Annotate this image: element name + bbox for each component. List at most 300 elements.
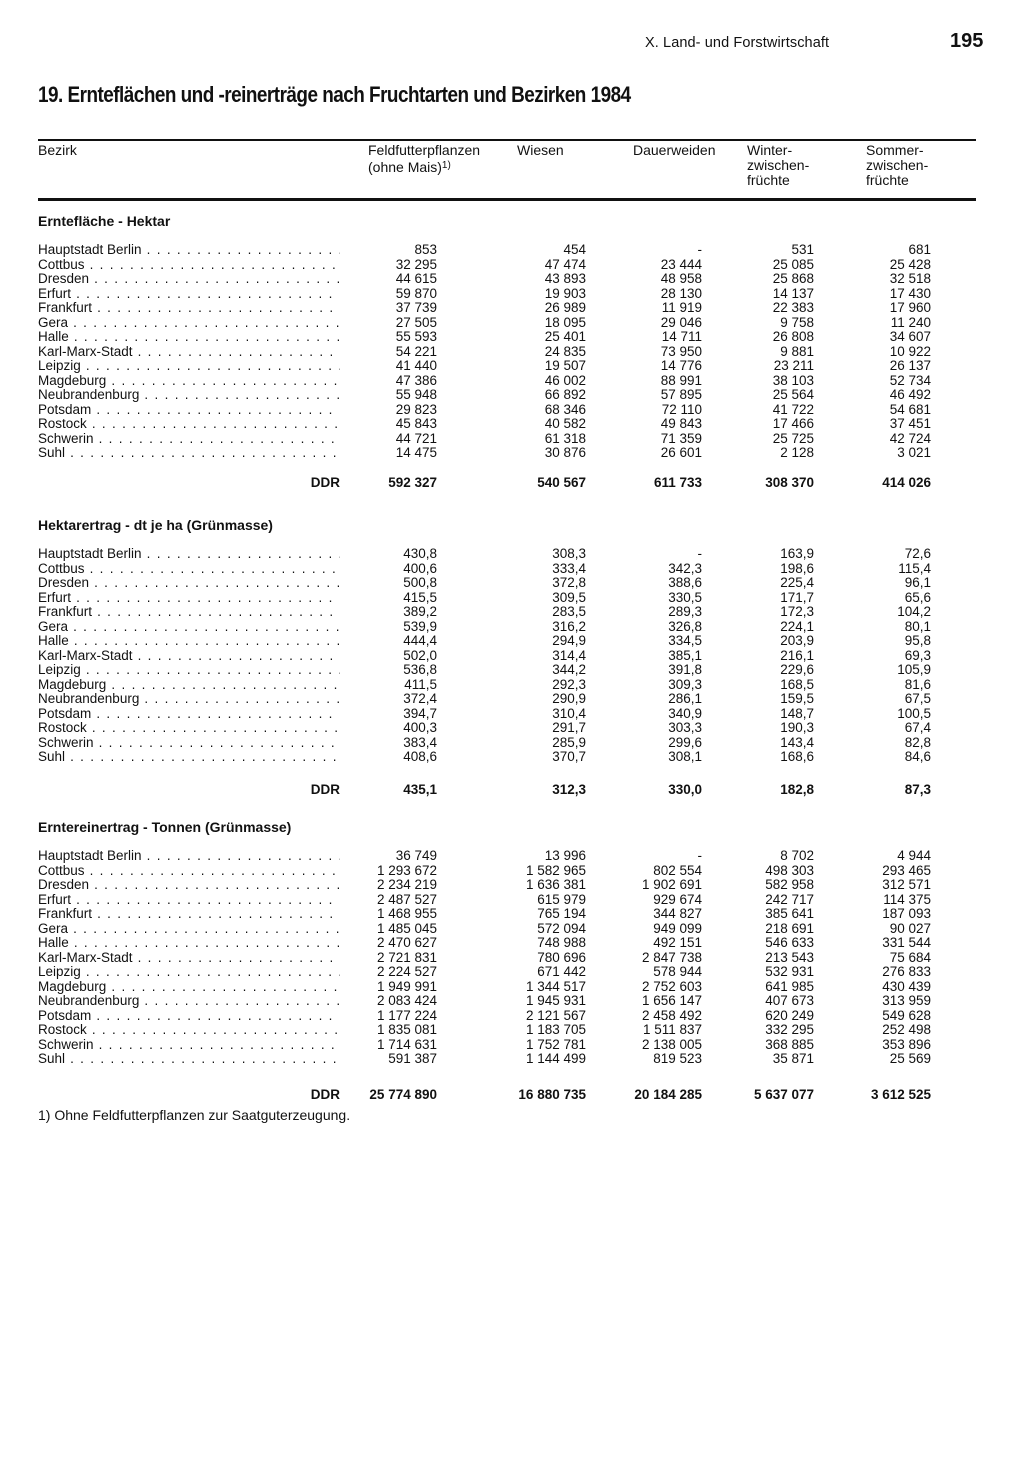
table-cell: 853 [414,242,437,257]
table-cell: 391,8 [668,662,702,677]
table-row [0,936,1024,951]
table-cell: 308,1 [668,749,702,764]
table-cell: 546 633 [765,935,814,950]
bezirk-name: Magdeburg . . . [38,374,340,389]
table-cell: 67,5 [904,691,931,706]
table-cell: 500,8 [403,575,437,590]
bezirk-name: Potsdam . . . [38,1009,340,1024]
table-row [0,692,1024,707]
table-cell: 27 505 [395,314,437,330]
table-cell: 1 636 381 [525,877,586,892]
total-label: DDR [310,475,340,490]
table-cell: 283,5 [552,604,586,619]
table-cell: 216,1 [780,647,814,663]
table-row [0,1038,1024,1053]
table-cell: 14 711 [661,329,702,344]
total-cell: 435,1 [403,782,437,797]
table-cell: 2 847 738 [641,949,702,965]
table-row [0,951,1024,966]
table-cell: 25 085 [772,256,814,272]
table-row [0,736,1024,751]
table-cell: 407 673 [765,993,814,1008]
table-cell: 34 607 [889,329,931,344]
table-cell: 72,6 [904,546,931,561]
table-cell: 148,7 [780,705,814,721]
table-cell: 59 870 [395,285,437,301]
table-cell: 2 224 527 [376,964,437,979]
section-rows [0,849,1024,1067]
table-cell: 190,3 [780,720,814,735]
table-cell: 159,5 [780,691,814,706]
section-rows [0,547,1024,765]
table-cell: 115,4 [898,560,931,576]
table-row [0,634,1024,649]
table-cell: 331 544 [882,935,931,950]
table-cell: 400,3 [403,720,437,735]
bezirk-name: Magdeburg . . . [38,678,340,693]
table-cell: 340,9 [668,705,702,721]
bezirk-name: Potsdam . . . [38,403,340,418]
total-cell: 16 880 735 [518,1087,586,1102]
table-cell: 286,1 [668,691,702,706]
table-cell: 65,6 [904,589,931,605]
table-row [0,864,1024,879]
table-row [0,750,1024,765]
table-cell: 26 989 [544,300,586,315]
table-cell: 17 430 [889,285,931,301]
table-cell: 549 628 [882,1007,931,1023]
table-cell: 293 465 [882,862,931,878]
table-cell: 71 359 [660,430,702,446]
table-cell: 172,3 [780,604,814,619]
total-row [0,1087,1024,1103]
total-label: DDR [310,1087,340,1102]
table-cell: 187 093 [882,906,931,921]
table-cell: 949 099 [653,920,702,936]
table-cell: 25 401 [544,329,586,344]
table-cell: 330,5 [668,589,702,605]
table-cell: 61 318 [544,430,586,446]
table-cell: 385,1 [668,647,702,663]
table-cell: 40 582 [544,416,586,431]
table-cell: - [697,242,702,257]
section-title: Erntereinertrag - Tonnen (Grünmasse) [38,819,292,835]
table-row [0,330,1024,345]
table-cell: 26 808 [772,329,814,344]
table-cell: 385 641 [765,906,814,921]
table-cell: 32 295 [395,256,437,272]
table-cell: 47 386 [395,372,437,388]
table-row [0,562,1024,577]
table-cell: 2 487 527 [376,891,437,907]
table-row [0,272,1024,287]
table-cell: 32 518 [889,271,931,286]
table-cell: 309,5 [552,589,586,605]
bezirk-name: Suhl . . . [38,750,340,765]
table-cell: 23 444 [660,256,702,272]
table-cell: 415,5 [403,589,437,605]
table-row [0,893,1024,908]
bezirk-name: Cottbus . . . [38,258,340,273]
table-cell: 168,5 [780,676,814,692]
table-row [0,287,1024,302]
table-cell: 285,9 [552,734,586,750]
section-title: Erntefläche - Hektar [38,213,171,229]
total-cell: 3 612 525 [870,1087,931,1102]
table-cell: 54 221 [395,343,437,359]
table-cell: 308,3 [552,546,586,561]
table-cell: 276 833 [882,964,931,979]
table-cell: 578 944 [653,964,702,979]
table-cell: 2 470 627 [376,935,437,950]
bezirk-name: Suhl . . . [38,446,340,461]
table-cell: 35 871 [772,1051,814,1066]
table-cell: 168,6 [780,749,814,764]
bezirk-name: Gera . . . [38,316,340,331]
bezirk-name: Suhl . . . [38,1052,340,1067]
table-cell: 37 739 [395,300,437,315]
table-cell: 289,3 [668,604,702,619]
table-row [0,649,1024,664]
table-cell: 368 885 [765,1036,814,1052]
table-cell: 294,9 [552,633,586,648]
table-cell: 681 [908,242,931,257]
total-label: DDR [310,782,340,797]
table-cell: 2 121 567 [525,1007,586,1023]
page-number: 195 [950,30,984,52]
table-cell: 314,4 [552,647,586,663]
table-cell: 90 027 [889,920,931,936]
table-cell: 55 948 [395,387,437,402]
table-cell: 1 949 991 [376,978,437,994]
table-cell: 67,4 [904,720,931,735]
total-cell: 182,8 [780,782,814,797]
table-header-rule [38,198,976,201]
table-cell: 43 893 [544,271,586,286]
table-cell: 591 387 [388,1051,437,1066]
table-row [0,446,1024,461]
table-cell: 44 721 [395,430,437,446]
total-cell: 592 327 [388,475,437,490]
table-cell: 492 151 [653,935,702,950]
table-cell: 370,7 [552,749,586,764]
table-cell: 400,6 [403,560,437,576]
table-cell: 1 144 499 [525,1051,586,1066]
table-cell: 218 691 [765,920,814,936]
bezirk-name: Neubrandenburg . . . [38,388,340,403]
table-cell: 344,2 [552,662,586,677]
table-cell: 748 988 [537,935,586,950]
table-cell: 388,6 [668,575,702,590]
table-cell: 502,0 [403,647,437,663]
table-cell: 454 [563,242,586,257]
table-row [0,994,1024,1009]
table-cell: 26 137 [889,358,931,373]
table-cell: 819 523 [653,1051,702,1066]
table-cell: 572 094 [537,920,586,936]
table-row [0,576,1024,591]
table-row [0,965,1024,980]
table-row [0,1052,1024,1067]
total-row [0,475,1024,491]
table-cell: 641 985 [765,978,814,994]
bezirk-name: Halle . . . [38,936,340,951]
table-cell: 14 475 [395,445,437,460]
table-cell: 1 468 955 [376,906,437,921]
footnote: 1) Ohne Feldfutterpflanzen zur Saatguterzeugung. [38,1107,351,1123]
table-cell: 353 896 [882,1036,931,1052]
table-row [0,417,1024,432]
table-cell: 143,4 [780,734,814,750]
table-cell: 41 440 [395,358,437,373]
table-cell: 28 130 [660,285,702,301]
table-cell: 203,9 [780,633,814,648]
table-cell: 372,8 [552,575,586,590]
table-cell: 55 593 [395,329,437,344]
table-cell: 310,4 [552,705,586,721]
table-row [0,878,1024,893]
table-cell: 17 960 [889,300,931,315]
table-cell: 303,3 [668,720,702,735]
table-cell: 1 902 691 [641,877,702,892]
table-cell: 291,7 [552,720,586,735]
table-cell: 344 827 [653,906,702,921]
bezirk-name: Rostock . . . [38,417,340,432]
table-row [0,316,1024,331]
table-row [0,620,1024,635]
table-cell: 299,6 [668,734,702,750]
bezirk-name: Dresden . . . [38,272,340,287]
table-cell: 29 046 [660,314,702,330]
table-cell: 780 696 [537,949,586,965]
table-cell: 9 758 [780,314,814,330]
table-cell: 1 177 224 [376,1007,437,1023]
table-cell: 171,7 [780,589,814,605]
bezirk-name: Rostock . . . [38,1023,340,1038]
column-header-wiesen: Wiesen [517,142,564,158]
table-cell: 1 656 147 [641,993,702,1008]
table-row [0,388,1024,403]
table-cell: 444,4 [403,633,437,648]
table-cell: 24 835 [544,343,586,359]
table-cell: 929 674 [653,891,702,907]
table-row [0,403,1024,418]
table-cell: 313 959 [882,993,931,1008]
bezirk-name: Cottbus . . . [38,864,340,879]
table-cell: 84,6 [904,749,931,764]
table-cell: 26 601 [660,445,702,460]
table-cell: 1 511 837 [642,1022,702,1037]
table-cell: 372,4 [403,691,437,706]
bezirk-name: Hauptstadt Berlin . . . [38,243,340,258]
table-cell: 30 876 [544,445,586,460]
table-cell: 25 725 [772,430,814,446]
table-cell: 316,2 [552,618,586,634]
table-cell: 47 474 [544,256,586,272]
table-cell: 620 249 [765,1007,814,1023]
running-head: X. Land- und Forstwirtschaft [645,35,830,51]
table-row [0,258,1024,273]
table-cell: 13 996 [544,848,586,863]
table-cell: 615 979 [537,891,586,907]
bezirk-name: Schwerin . . . [38,1038,340,1053]
table-cell: 19 507 [544,358,586,373]
bezirk-name: Dresden . . . [38,576,340,591]
table-cell: 95,8 [904,633,931,648]
table-row [0,980,1024,995]
table-cell: 389,2 [403,604,437,619]
bezirk-name: Schwerin . . . [38,432,340,447]
table-cell: 225,4 [780,575,814,590]
table-cell: 394,7 [403,705,437,721]
table-cell: 1 485 045 [376,920,437,936]
table-cell: 1 835 081 [376,1022,437,1037]
total-cell: 312,3 [552,782,586,797]
table-cell: 2 752 603 [641,978,702,994]
table-cell: 46 492 [889,387,931,402]
table-cell: 532 931 [765,964,814,979]
total-cell: 5 637 077 [753,1087,814,1102]
table-row [0,1009,1024,1024]
table-cell: 2 128 [780,445,814,460]
total-cell: 25 774 890 [369,1087,437,1102]
bezirk-name: Erfurt . . . [38,591,340,606]
table-cell: 72 110 [661,401,702,417]
bezirk-name: Hauptstadt Berlin . . . [38,849,340,864]
table-row [0,849,1024,864]
table-cell: 198,6 [780,560,814,576]
bezirk-name: Leipzig . . . [38,359,340,374]
bezirk-name: Gera . . . [38,922,340,937]
table-cell: 73 950 [660,343,702,359]
table-cell: 114 375 [883,891,931,907]
table-cell: 82,8 [904,734,931,750]
table-cell: 11 919 [661,300,702,315]
table-cell: 8 702 [780,848,814,863]
table-cell: 10 922 [889,343,931,359]
table-cell: 48 958 [660,271,702,286]
table-cell: 54 681 [889,401,931,417]
table-cell: 18 095 [544,314,586,330]
table-cell: 242 717 [765,891,814,907]
table-cell: 334,5 [668,633,702,648]
table-cell: 383,4 [403,734,437,750]
table-row [0,374,1024,389]
table-cell: 2 721 831 [376,949,437,965]
table-cell: 498 303 [765,862,814,878]
table-row [0,707,1024,722]
table-cell: 66 892 [544,387,586,402]
table-cell: 14 776 [660,358,702,373]
table-cell: 42 724 [889,430,931,446]
table-row [0,359,1024,374]
table-cell: 14 137 [772,285,814,301]
table-cell: 342,3 [668,560,702,576]
table-cell: 312 571 [882,877,931,892]
table-cell: 1 582 965 [525,862,586,878]
table-top-rule [38,139,976,141]
table-row [0,605,1024,620]
column-header-bezirk: Bezirk [38,142,77,158]
table-cell: 25 564 [772,387,814,402]
table-cell: 252 498 [882,1022,931,1037]
table-cell: 45 843 [395,416,437,431]
table-cell: 163,9 [780,546,814,561]
bezirk-name: Neubrandenburg . . . [38,994,340,1009]
table-cell: 100,5 [897,705,931,721]
table-cell: 2 458 492 [641,1007,702,1023]
table-cell: 1 344 517 [525,978,586,994]
table-cell: 765 194 [537,906,586,921]
bezirk-name: Potsdam . . . [38,707,340,722]
table-cell: 582 958 [765,877,814,892]
bezirk-name: Hauptstadt Berlin . . . [38,547,340,562]
bezirk-name: Gera . . . [38,620,340,635]
column-header-sommerzwischenfruechte: Sommer- zwischen- früchte [866,142,929,188]
table-row [0,663,1024,678]
table-cell: 44 615 [395,271,437,286]
table-cell: 292,3 [552,676,586,692]
table-cell: 11 240 [890,314,931,330]
table-cell: 25 428 [889,256,931,272]
table-cell: 332 295 [765,1022,814,1037]
table-cell: 68 346 [544,401,586,417]
table-row [0,721,1024,736]
table-cell: 213 543 [765,949,814,965]
table-cell: 88 991 [660,372,702,388]
table-cell: 326,8 [668,618,702,634]
table-cell: 2 234 219 [376,877,437,892]
table-cell: 224,1 [780,618,814,634]
bezirk-name: Frankfurt . . . [38,907,340,922]
table-cell: - [697,546,702,561]
bezirk-name: Frankfurt . . . [38,301,340,316]
table-cell: 2 083 424 [376,993,437,1008]
table-cell: 104,2 [897,604,931,619]
table-row [0,591,1024,606]
table-cell: 229,6 [780,662,814,677]
table-cell: 1 752 781 [525,1036,586,1052]
bezirk-name: Halle . . . [38,330,340,345]
table-cell: 22 383 [772,300,814,315]
table-cell: 1 945 931 [525,993,586,1008]
table-title: 19. Ernteflächen und -reinerträge nach Fruchtarten und Bezirken 1984 [38,82,631,107]
table-cell: 4 944 [897,848,931,863]
bezirk-name: Karl-Marx-Stadt . . . [38,951,340,966]
table-cell: - [697,848,702,863]
table-cell: 290,9 [552,691,586,706]
table-cell: 802 554 [653,862,702,878]
table-row [0,432,1024,447]
table-row [0,301,1024,316]
table-cell: 29 823 [395,401,437,417]
table-cell: 539,9 [403,618,437,634]
table-row [0,907,1024,922]
table-cell: 3 021 [897,445,931,460]
table-cell: 52 734 [889,372,931,388]
total-cell: 330,0 [668,782,702,797]
table-cell: 41 722 [772,401,814,417]
table-row [0,922,1024,937]
table-cell: 430,8 [403,546,437,561]
total-cell: 611 733 [653,475,702,490]
table-cell: 2 138 005 [641,1036,702,1052]
bezirk-name: Frankfurt . . . [38,605,340,620]
table-row [0,243,1024,258]
bezirk-name: Karl-Marx-Stadt . . . [38,649,340,664]
total-cell: 308 370 [765,475,814,490]
column-header-feldfutterpflanzen-text: Feldfutterpflanzen (ohne Mais) [368,142,481,175]
